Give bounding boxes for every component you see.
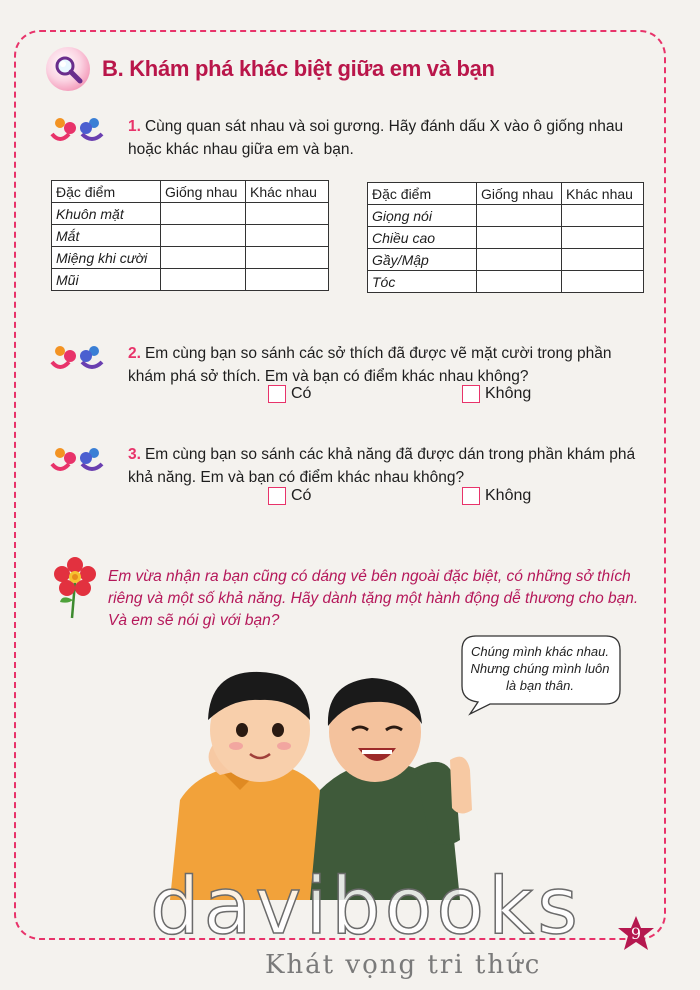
same-cell[interactable] xyxy=(477,249,562,271)
row-label: Mắt xyxy=(52,225,161,247)
option-label: Không xyxy=(485,385,532,402)
question-1 xyxy=(128,115,648,161)
question-3-number: 3. xyxy=(128,446,141,463)
table-row xyxy=(52,203,329,225)
slogan: Khát vọng tri thức xyxy=(265,950,542,980)
different-cell[interactable] xyxy=(246,269,329,291)
row-label: Giọng nói xyxy=(368,205,477,227)
section-heading xyxy=(46,47,495,91)
magnifier-icon xyxy=(46,47,90,91)
question-2-text: Em cùng bạn so sánh các sở thích đã được vẽ mặt cười trong phần khám phá sở thích. Em và bạn có điểm khác nhau không? xyxy=(128,345,612,385)
table-header: Đặc điểm xyxy=(52,181,161,203)
table-row xyxy=(368,227,644,249)
same-cell[interactable] xyxy=(161,225,246,247)
table-header: Đặc điểm xyxy=(368,183,477,205)
question-3-text: Em cùng bạn so sánh các khả năng đã được dán trong phần khám phá khả năng. Em và bạn có điểm khác nhau không? xyxy=(128,446,636,486)
section-title: B. Khám phá khác biệt giữa em và bạn xyxy=(102,56,495,81)
same-cell[interactable] xyxy=(477,205,562,227)
checkbox[interactable] xyxy=(462,385,480,403)
question-2-number: 2. xyxy=(128,345,141,362)
different-cell[interactable] xyxy=(562,205,644,227)
option-label: Có xyxy=(291,385,312,402)
checkbox[interactable] xyxy=(268,487,286,505)
same-cell[interactable] xyxy=(161,203,246,225)
watermark: davibooks xyxy=(150,862,582,952)
table-row xyxy=(52,269,329,291)
row-label: Tóc xyxy=(368,271,477,293)
speech-bubble-text: Chúng mình khác nhau. Nhưng chúng mình luôn là bạn thân. xyxy=(470,644,610,693)
same-cell[interactable] xyxy=(477,271,562,293)
same-cell[interactable] xyxy=(161,269,246,291)
table-row xyxy=(368,249,644,271)
option-label: Không xyxy=(485,487,532,504)
question-1-number: 1. xyxy=(128,118,141,135)
different-cell[interactable] xyxy=(246,247,329,269)
question-1-text: Cùng quan sát nhau và soi gương. Hãy đánh dấu X vào ô giống nhau hoặc khác nhau giữa em và bạn. xyxy=(128,118,624,158)
row-label: Khuôn mặt xyxy=(52,203,161,225)
table-header: Khác nhau xyxy=(246,181,329,203)
same-cell[interactable] xyxy=(161,247,246,269)
pair-activity-icon xyxy=(50,342,106,372)
table-row xyxy=(368,205,644,227)
different-cell[interactable] xyxy=(562,249,644,271)
table-header: Giống nhau xyxy=(477,183,562,205)
row-label: Chiều cao xyxy=(368,227,477,249)
question-2 xyxy=(128,342,648,388)
same-cell[interactable] xyxy=(477,227,562,249)
q3-option-yes[interactable] xyxy=(268,487,311,505)
checkbox[interactable] xyxy=(268,385,286,403)
reflection-text: Em vừa nhận ra bạn cũng có dáng vẻ bên ngoài đặc biệt, có những sở thích riêng và một số khả năng. Hãy dành tặng một hành động dễ thương cho bạn. Và em sẽ nói gì với bạn? xyxy=(108,568,639,629)
q2-option-yes[interactable] xyxy=(268,385,311,403)
different-cell[interactable] xyxy=(562,227,644,249)
table-row xyxy=(52,247,329,269)
table-header: Khác nhau xyxy=(562,183,644,205)
q2-option-no[interactable] xyxy=(462,385,531,403)
q3-option-no[interactable] xyxy=(462,487,531,505)
comparison-table-left xyxy=(51,180,329,291)
pair-activity-icon xyxy=(50,444,106,474)
pair-activity-icon xyxy=(50,114,106,144)
option-label: Có xyxy=(291,487,312,504)
question-3 xyxy=(128,443,648,489)
row-label: Miệng khi cười xyxy=(52,247,161,269)
different-cell[interactable] xyxy=(246,225,329,247)
table-row xyxy=(52,225,329,247)
page-number: 9 xyxy=(630,924,642,943)
row-label: Gầy/Mập xyxy=(368,249,477,271)
table-header: Giống nhau xyxy=(161,181,246,203)
different-cell[interactable] xyxy=(562,271,644,293)
checkbox[interactable] xyxy=(462,487,480,505)
comparison-table-right xyxy=(367,182,644,293)
table-row xyxy=(368,271,644,293)
row-label: Mũi xyxy=(52,269,161,291)
different-cell[interactable] xyxy=(246,203,329,225)
flower-icon xyxy=(52,556,98,620)
